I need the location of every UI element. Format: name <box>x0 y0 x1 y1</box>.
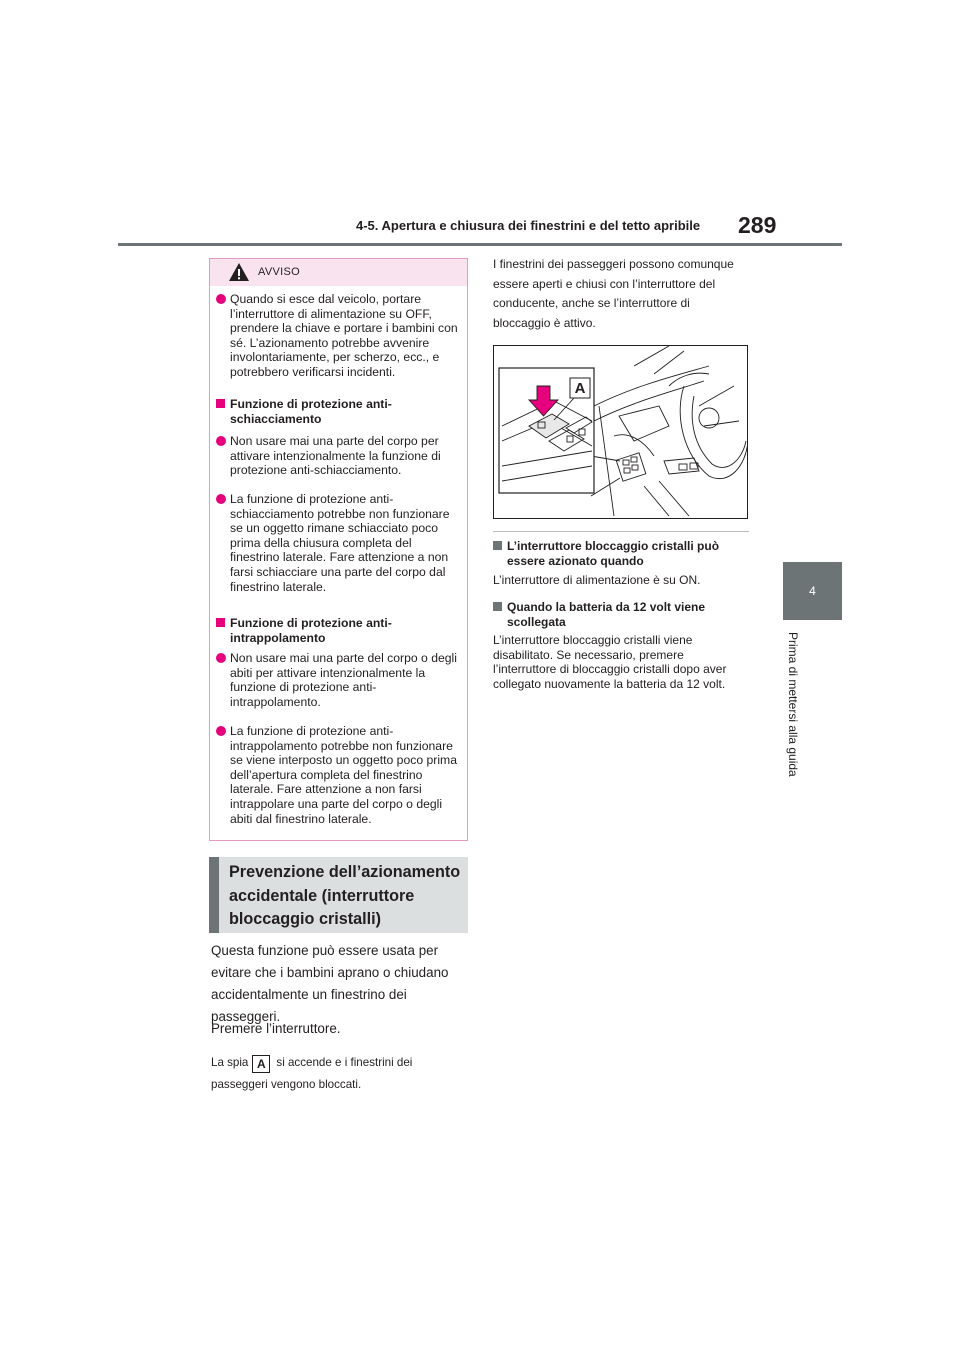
warning-item: La funzione di protezione anti-schiacciamento potrebbe non funzionare se un oggetto rimane schiacciato poco prima della chiusura completa del finestrino laterale. Fare attenzione a non farsi schiacciare una parte del corpo dal finestrino laterale. <box>230 492 460 594</box>
bullet-icon <box>216 494 226 504</box>
warning-item: Non usare mai una parte del corpo o degli abiti per attivare intenzionalmente la funzione di protezione anti-intrappolamento. <box>230 651 460 709</box>
square-bullet-icon <box>216 618 225 627</box>
bullet-icon <box>216 726 226 736</box>
warning-subheading: Funzione di protezione anti-schiacciamento <box>230 397 460 426</box>
header-rule <box>118 243 842 246</box>
chapter-tab: 4 <box>783 562 842 620</box>
page-number: 289 <box>738 212 777 238</box>
warning-item: Quando si esce dal veicolo, portare l’interruttore di alimentazione su OFF, prendere la chiave e portare i bambini con sé. L’azionamento potrebbe avvenire involontariamente, per scherzo, ecc., e potrebbero verificarsi incidenti. <box>230 292 460 380</box>
section-heading-bar <box>209 857 219 933</box>
door-panel-drawing <box>494 346 748 519</box>
subsection-heading: L’interruttore bloccaggio cristalli può essere azionato quando <box>507 539 751 568</box>
square-bullet-icon <box>216 399 225 408</box>
bullet-icon <box>216 294 226 304</box>
warning-item: La funzione di protezione anti-intrappolamento potrebbe non funzionare se viene interposto un oggetto poco prima dell’apertura completa del finestrino laterale. Fare attenzione a non farsi intrappolare una parte del corpo o degli abiti dal finestrino laterale. <box>230 724 460 826</box>
figure-divider <box>493 531 749 532</box>
chapter-label <box>786 632 800 802</box>
subsection-heading: Quando la batteria da 12 volt viene scollegata <box>507 600 751 629</box>
warning-item: Non usare mai una parte del corpo per attivare intenzionalmente la funzione di protezione anti-schiacciamento. <box>230 434 460 478</box>
subsection-body: L’interruttore di alimentazione è su ON. <box>493 573 701 587</box>
warning-triangle-icon <box>228 262 250 282</box>
section-heading <box>209 857 468 933</box>
warning-header <box>210 259 467 286</box>
section-intro: Questa funzione può essere usata per evitare che i bambini aprano o chiudano accidentalmente un finestrino dei passeggeri. <box>211 943 449 1024</box>
warning-title: AVVISO <box>258 266 300 278</box>
section-heading-title: Prevenzione dell’azionamento accidentale (interruttore bloccaggio cristalli) <box>229 863 461 928</box>
square-bullet-icon <box>493 541 502 550</box>
section-note: La spia A si accende e i finestrini dei passeggeri vengono bloccati. <box>211 1056 413 1091</box>
figure-callout-label: A <box>574 380 586 397</box>
warning-subheading: Funzione di protezione anti-intrappolamento <box>230 616 460 645</box>
warning-box <box>209 258 468 841</box>
window-lock-switch-illustration <box>493 345 748 519</box>
right-intro: I finestrini dei passeggeri possono comunque essere aperti e chiusi con l’interruttore del conducente, anche se l’interruttore di bloccaggio è attivo. <box>493 257 734 330</box>
callout-a-icon: A <box>252 1055 270 1073</box>
chapter-title: Prima di mettersi alla guida <box>786 632 800 777</box>
bullet-icon <box>216 653 226 663</box>
subsection-body: L’interruttore bloccaggio cristalli viene disabilitato. Se necessario, premere l’interruttore di bloccaggio cristalli dopo aver collegato nuovamente la batteria da 12 volt. <box>493 633 727 691</box>
section-title: 4-5. Apertura e chiusura dei finestrini e del tetto apribile <box>356 218 701 233</box>
square-bullet-icon <box>493 602 502 611</box>
bullet-icon <box>216 436 226 446</box>
section-step: Premere l’interruttore. <box>211 1021 341 1036</box>
